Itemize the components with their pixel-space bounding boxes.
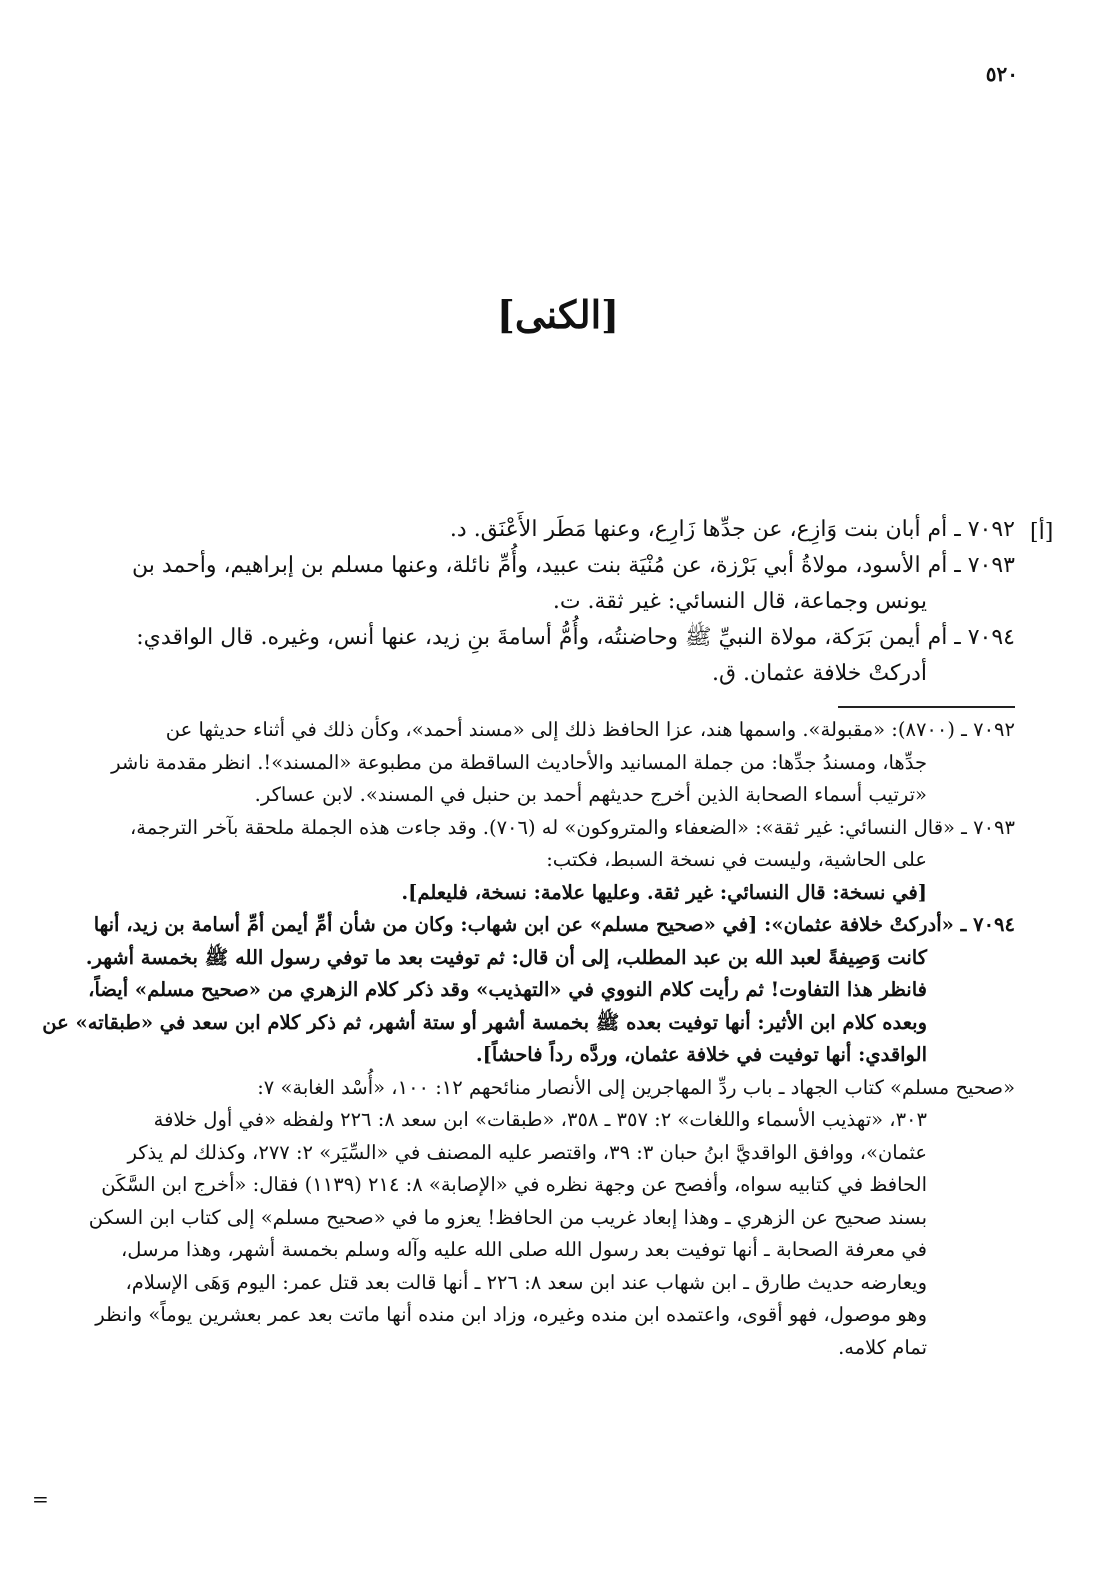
footnote-line: «ترتيب أسماء الصحابة الذين أخرج حديثهم أحمد بن حنبل في المسند». لابن عساكر. bbox=[254, 783, 927, 806]
footnote-line: ٧٠٩٢ ـ (٨٧٠٠): «مقبولة». واسمها هند، عزا الحافظ ذلك إلى «مسند أحمد»، وكأن ذلك في أثناء حديثها عن bbox=[165, 718, 1015, 741]
footnote-line: على الحاشية، وليست في نسخة السبط، فكتب: bbox=[546, 848, 927, 871]
footnote-divider bbox=[838, 706, 1015, 708]
footnote-line: تمام كلامه. bbox=[838, 1335, 927, 1359]
continuation-mark: = bbox=[32, 1487, 49, 1511]
section-marker: [أ] bbox=[1030, 520, 1054, 545]
footnote-line: «صحيح مسلم» كتاب الجهاد ـ باب ردِّ المهاجرين إلى الأنصار منائحهم ١٢: ١٠٠، «أُسْد الغابة» ٧: bbox=[257, 1075, 1015, 1099]
entry-continuation-line: أدركتْ خلافة عثمان. ق. bbox=[711, 661, 927, 686]
entry-line: ٧٠٩٣ ـ أم الأسود، مولاةُ أبي بَرْزة، عن مُنْيَة بنت عبيد، وأُمِّ نائلة، وعنها مسلم بن إبراهيم، وأحمد بن bbox=[132, 553, 1015, 578]
page-number: ٥٢٠ bbox=[985, 62, 1018, 86]
footnote-line: بسند صحيح عن الزهري ـ وهذا إبعاد غريب من الحافظ! يعزو ما في «صحيح مسلم» إلى كتاب ابن السكن bbox=[88, 1205, 927, 1229]
footnote-line: في معرفة الصحابة ـ أنها توفيت بعد رسول الله صلى الله عليه وآله وسلم بخمسة أشهر، وهذا مرسل، bbox=[121, 1238, 927, 1261]
footnote-line: عثمان»، ووافق الواقديَّ ابنُ حبان ٣: ٣٩، واقتصر عليه المصنف في «السِّيَر» ٢: ٢٧٧، وكذلك لم يذكر bbox=[127, 1140, 927, 1164]
footnote-line: ويعارضه حديث طارق ـ ابن شهاب عند ابن سعد ٨: ٢٢٦ ـ أنها قالت بعد قتل عمر: اليوم وَهَى الإسلام، bbox=[125, 1270, 927, 1294]
footnotes bbox=[40, 714, 1015, 1364]
footnote-line: جدِّها، ومسندُ جدِّها: من جملة المسانيد والأحاديث الساقطة من مطبوعة «المسند»!. انظر مقدمة ناشر bbox=[111, 750, 927, 774]
footnote-line: وهو موصول، فهو أقوى، واعتمده ابن منده وغيره، وزاد ابن منده أنها ماتت بعد عمر بعشرين يوماً» وانظر bbox=[95, 1303, 927, 1326]
footnote-line: الحافظ في كتابيه سواه، وأفصح عن وجهة نظره في «الإصابة» ٨: ٢١٤ (١١٣٩) فقال: «أخرج ابن السَّكَن bbox=[101, 1173, 927, 1196]
footnote-line: وبعده كلام ابن الأثير: أنها توفيت بعده ﷺ بخمسة أشهر أو ستة أشهر، ثم ذكر كلام ابن سعد في «طبقاته» عن bbox=[42, 1010, 927, 1034]
chapter-title: [الكنى] bbox=[496, 292, 620, 337]
biography-entries bbox=[40, 512, 1015, 692]
footnote-line: ٧٠٩٣ ـ «قال النسائي: غير ثقة»: «الضعفاء والمتروكون» له (٧٠٦). وقد جاءت هذه الجملة ملحقة بآخر الترجمة، bbox=[129, 815, 1015, 839]
entry-line: ٧٠٩٢ ـ أم أبان بنت وَازِع، عن جدِّها زَارِع، وعنها مَطَر الأَعْنَق. د. bbox=[449, 517, 1015, 542]
footnote-line: فانظر هذا التفاوت! ثم رأيت كلام النووي في «التهذيب» وقد ذكر كلام الزهري من «صحيح مسلم» أيضاً، bbox=[88, 978, 927, 1001]
footnote-line: ٧٠٩٤ ـ «أدركتْ خلافة عثمان»: [في «صحيح مسلم» عن ابن شهاب: وكان من شأن أمِّ أيمن أمِّ أسامة بن زيد، أنها bbox=[93, 913, 1015, 936]
footnote-line: الواقدي: أنها توفيت في خلافة عثمان، وردَّه رداً فاحشاً]. bbox=[475, 1043, 927, 1066]
footnote-line: كانت وَصِيفةً لعبد الله بن عبد المطلب، إلى أن قال: ثم توفيت بعد ما توفي رسول الله ﷺ بخمسة أشهر. bbox=[85, 945, 927, 969]
footnote-line: ٣٠٣، «تهذيب الأسماء واللغات» ٢: ٣٥٧ ـ ٣٥٨، «طبقات» ابن سعد ٨: ٢٢٦ ولفظه «في أول خلافة bbox=[153, 1108, 927, 1131]
entry-line: ٧٠٩٤ ـ أم أيمن بَرَكة، مولاة النبيِّ ﷺ وحاضنتُه، وأُمُّ أسامةَ بنِ زيد، عنها أنس، وغيره. قال الواقدي: bbox=[136, 625, 1015, 650]
entry-continuation-line: يونس وجماعة، قال النسائي: غير ثقة. ت. bbox=[552, 589, 927, 614]
footnote-line: [في نسخة: قال النسائي: غير ثقة. وعليها علامة: نسخة، فليعلم]. bbox=[401, 880, 927, 904]
